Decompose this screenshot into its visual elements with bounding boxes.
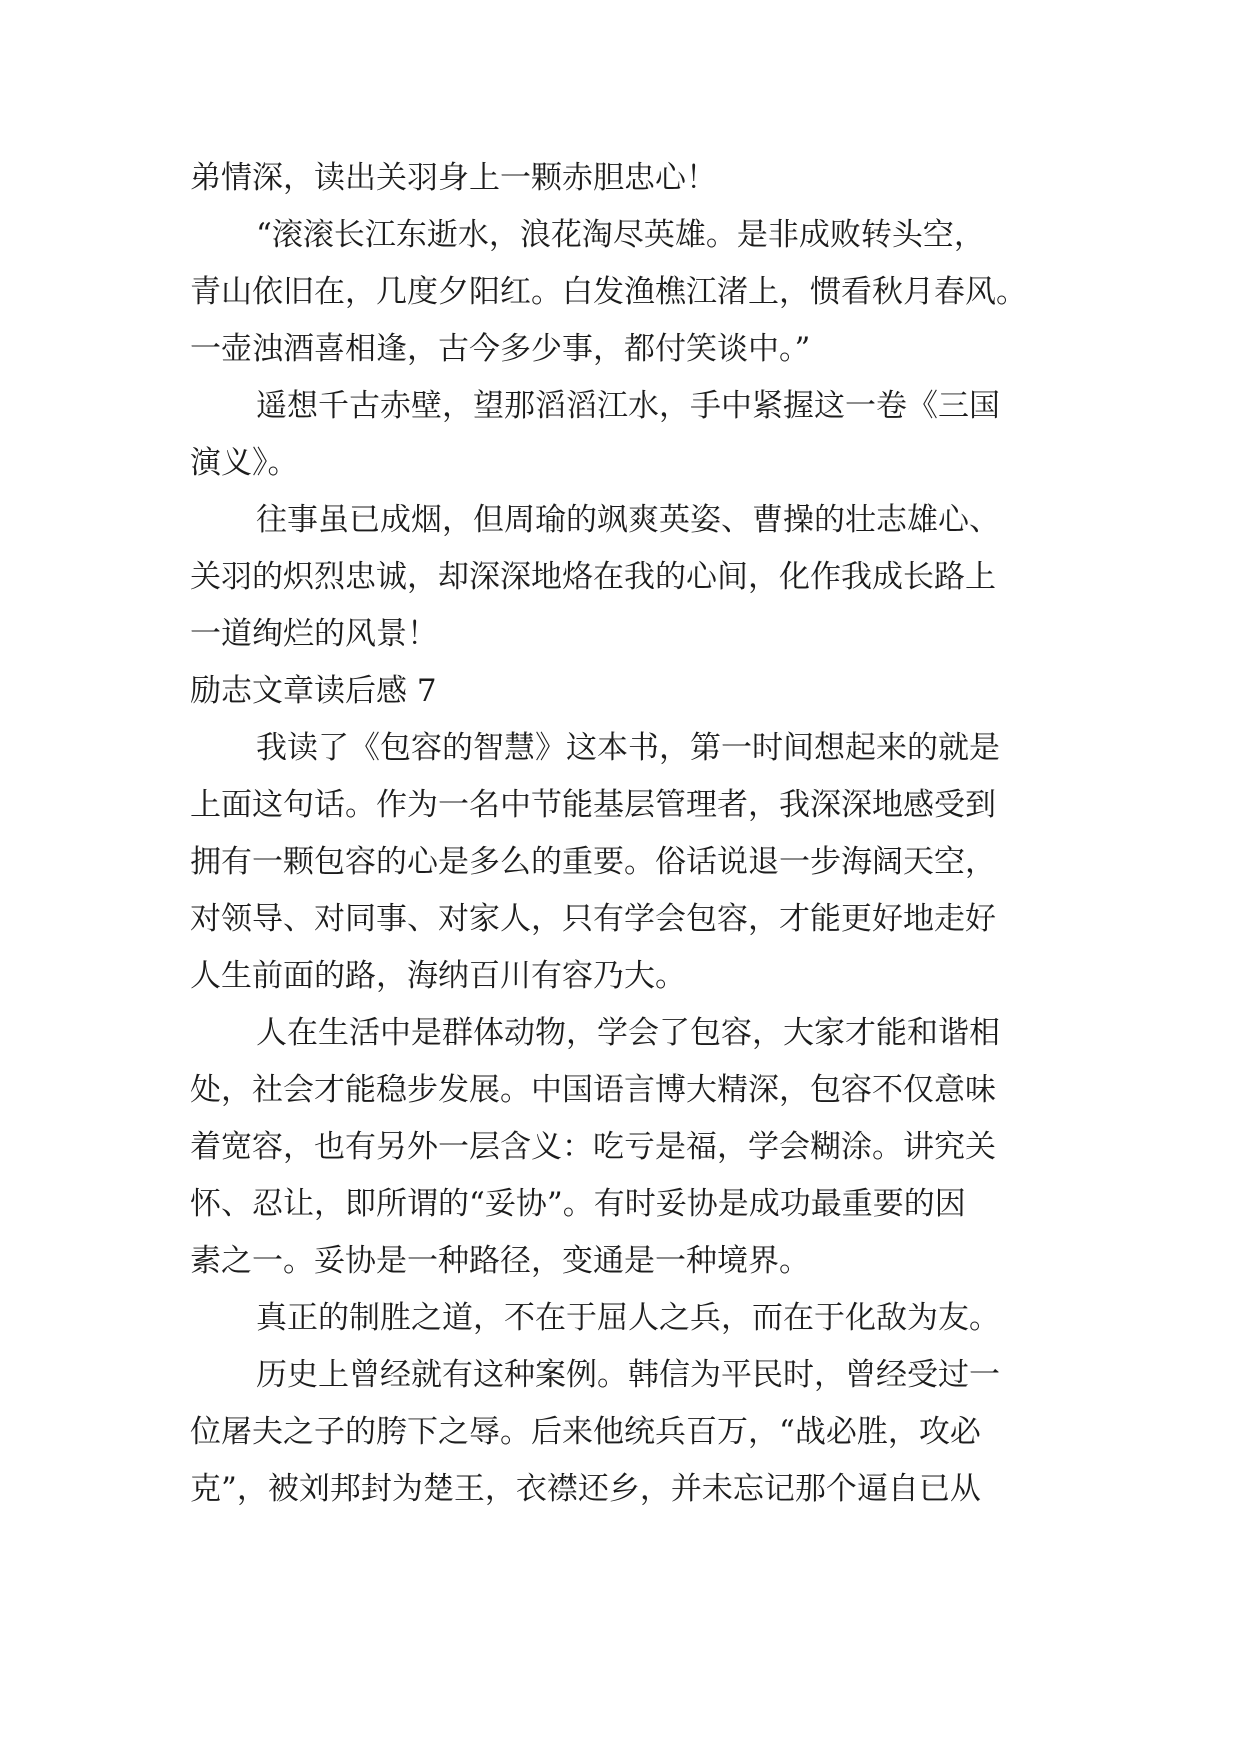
text-line: 克”，被刘邦封为楚王，衣襟还乡，并未忘记那个逼自已从 [190, 1471, 981, 1507]
text-line: 关羽的炽烈忠诚，却深深地烙在我的心间，化作我成长路上 [190, 559, 996, 595]
text-line: 真正的制胜之道，不在于屈人之兵，而在于化敌为友。 [256, 1300, 1000, 1336]
text-line: 遥想千古赤壁，望那滔滔江水，手中紧握这一卷《三国 [256, 388, 1000, 424]
text-line: 一壶浊酒喜相逢，古今多少事，都付笑谈中。” [190, 331, 811, 367]
text-line: 上面这句话。作为一名中节能基层管理者，我深深地感受到 [190, 787, 996, 823]
text-line: 对领导、对同事、对家人，只有学会包容，才能更好地走好 [190, 901, 996, 937]
text-line: 演义》。 [190, 445, 299, 481]
text-line: 历史上曾经就有这种案例。韩信为平民时，曾经受过一 [256, 1357, 1000, 1393]
text-line: 拥有一颗包容的心是多么的重要。俗话说退一步海阔天空， [190, 844, 996, 880]
text-line: 人生前面的路，海纳百川有容乃大。 [190, 958, 686, 994]
text-line: 往事虽已成烟，但周瑜的飒爽英姿、曹操的壮志雄心、 [256, 502, 1000, 538]
text-line: 素之一。妥协是一种路径，变通是一种境界。 [190, 1243, 810, 1279]
text-line: 怀、忍让，即所谓的“妥协”。有时妥协是成功最重要的因 [190, 1186, 966, 1222]
text-line: 我读了《包容的智慧》这本书，第一时间想起来的就是 [256, 730, 1000, 766]
text-line: 青山依旧在，几度夕阳红。白发渔樵江渚上，惯看秋月春风。 [190, 274, 1027, 310]
section-heading: 励志文章读后感 7 [190, 673, 437, 709]
text-line: 处，社会才能稳步发展。中国语言博大精深，包容不仅意味 [190, 1072, 996, 1108]
text-line: 着宽容，也有另外一层含义：吃亏是福，学会糊涂。讲究关 [190, 1129, 996, 1165]
text-line: 一道绚烂的风景！ [190, 616, 438, 652]
text-line: “滚滚长江东逝水，浪花淘尽英雄。是非成败转头空， [256, 217, 985, 253]
text-line: 弟情深，读出关羽身上一颗赤胆忠心！ [190, 160, 717, 196]
document-body [190, 150, 1070, 1518]
text-line: 位屠夫之子的胯下之辱。后来他统兵百万，“战必胜，攻必 [190, 1414, 981, 1450]
text-line: 人在生活中是群体动物，学会了包容，大家才能和谐相 [256, 1015, 1000, 1051]
